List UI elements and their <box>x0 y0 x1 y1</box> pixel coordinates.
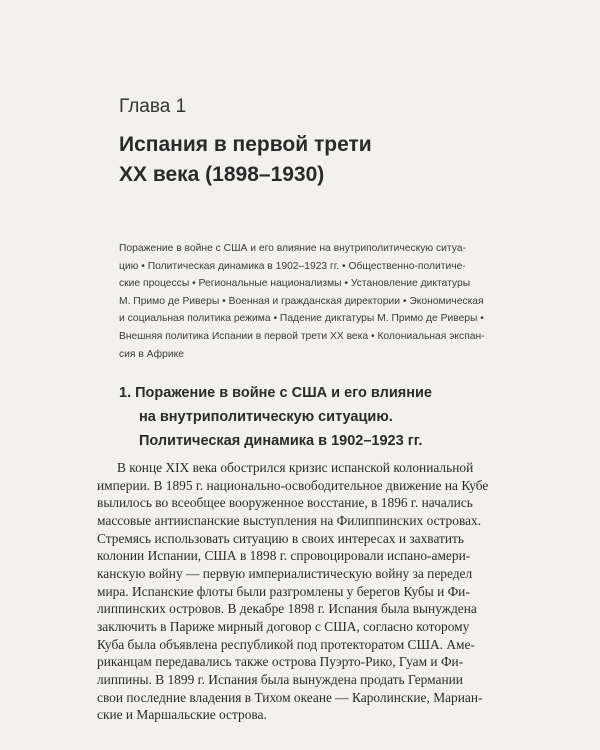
summary-line: и социальная политика режима • Падение диктатуры М. Примо де Риверы • <box>119 313 484 325</box>
summary-line: Внешняя политика Испании в первой трети XX века • Колониальная экспан- <box>119 330 485 342</box>
chapter-title <box>119 130 372 190</box>
chapter-title-line: XX века (1898–1930) <box>119 163 325 186</box>
section-heading <box>119 381 432 453</box>
body-line: ские и Маршальские острова. <box>97 707 267 723</box>
body-line: липпины. В 1899 г. Испания была вынуждена продать Германии <box>97 671 463 687</box>
body-line: колонии Испании, США в 1898 г. спровоцировали испано-амери- <box>97 548 471 564</box>
summary-line: Поражение в войне с США и его влияние на внутриполитическую ситуа- <box>119 243 466 254</box>
body-line: заключить в Париже мирный договор с США, согласно которому <box>97 618 470 634</box>
body-line: массовые антииспанские выступления на Филиппинских островах. <box>97 512 482 528</box>
chapter-label: Глава 1 <box>119 96 187 117</box>
body-paragraph <box>97 459 505 724</box>
summary-line: сия в Африке <box>119 348 184 360</box>
summary-line: цию • Политическая динамика в 1902–1923 гг. • Общественно-политиче- <box>119 260 466 272</box>
body-line: риканцам передавались также острова Пуэрто-Рико, Гуам и Фи- <box>97 654 464 670</box>
section-heading-line: Политическая динамика в 1902–1923 гг. <box>139 433 423 449</box>
summary-line: ские процессы • Региональные национализмы • Установление диктатуры <box>119 278 471 290</box>
section-heading-line: на внутриполитическую ситуацию. <box>139 409 393 425</box>
body-line: В конце XIX века обострился кризис испанской колониальной <box>117 460 474 475</box>
body-line: мира. Испанские флоты были разгромлены у берегов Кубы и Фи- <box>97 583 470 599</box>
chapter-summary <box>119 240 507 363</box>
body-line: вылилось во всеобщее вооруженное восстание, в 1896 г. начались <box>97 495 473 511</box>
chapter-title-line: Испания в первой трети <box>119 133 372 156</box>
body-line: канскую войну — первую империалистическую войну за передел <box>97 565 473 581</box>
body-line: Куба была объявлена республикой под протекторатом США. Аме- <box>97 636 475 652</box>
body-line: липпинских островов. В декабре 1898 г. Испания была вынуждена <box>97 601 477 617</box>
summary-line: М. Примо де Риверы • Военная и гражданская директории • Экономическая <box>119 295 484 307</box>
body-line: империи. В 1895 г. национально-освободительное движение на Кубе <box>97 477 489 493</box>
body-line: Стремясь использовать ситуацию в своих интересах и захватить <box>97 530 465 546</box>
body-line: свои последние владения в Тихом океане — Каролинские, Мариан- <box>97 689 483 705</box>
section-heading-line: 1. Поражение в войне с США и его влияние <box>119 385 432 401</box>
